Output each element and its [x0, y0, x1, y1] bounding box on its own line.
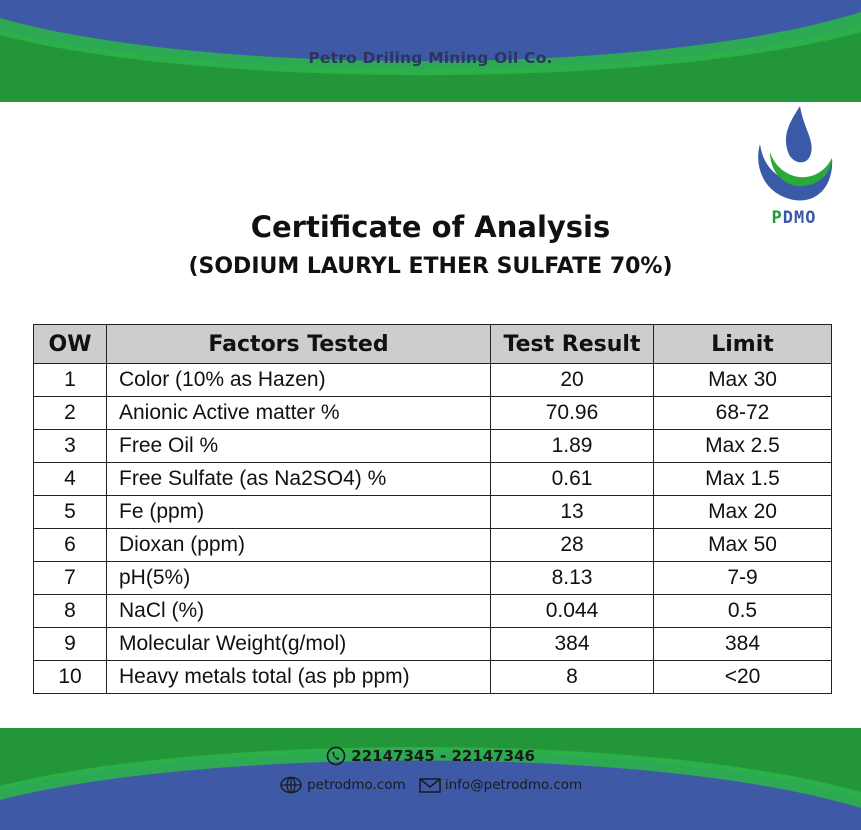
email-icon: [419, 778, 441, 793]
cell-ow: 3: [34, 430, 107, 463]
table-row: [34, 562, 832, 595]
cell-factor: Dioxan (ppm): [107, 529, 491, 562]
table-row: [34, 496, 832, 529]
cell-ow: 4: [34, 463, 107, 496]
cell-limit: Max 50: [654, 529, 832, 562]
table-row: [34, 595, 832, 628]
header-ow: OW: [34, 325, 107, 364]
table-row: [34, 661, 832, 694]
cell-factor: Color (10% as Hazen): [107, 364, 491, 397]
logo-text: PDMO: [771, 208, 817, 228]
cell-limit: 7-9: [654, 562, 832, 595]
cell-limit: Max 20: [654, 496, 832, 529]
cell-factor: Heavy metals total (as pb ppm): [107, 661, 491, 694]
table-row: [34, 430, 832, 463]
cell-factor: Anionic Active matter %: [107, 397, 491, 430]
header-test-result: Test Result: [491, 325, 654, 364]
document-subtitle: (SODIUM LAURYL ETHER SULFATE 70%): [188, 254, 673, 279]
cell-factor: Free Oil %: [107, 430, 491, 463]
cell-ow: 5: [34, 496, 107, 529]
cell-result: 28: [491, 529, 654, 562]
cell-factor: Molecular Weight(g/mol): [107, 628, 491, 661]
cell-result: 13: [491, 496, 654, 529]
cell-result: 0.044: [491, 595, 654, 628]
phone-line: [0, 746, 861, 766]
cell-ow: 8: [34, 595, 107, 628]
cell-factor: NaCl (%): [107, 595, 491, 628]
document-title: Certificate of Analysis: [250, 210, 611, 244]
drop-logo-icon: [752, 104, 836, 204]
email-link[interactable]: info@petrodmo.com: [444, 777, 583, 793]
table-row: [34, 397, 832, 430]
cell-ow: 6: [34, 529, 107, 562]
cell-result: 384: [491, 628, 654, 661]
website-link[interactable]: petrodmo.com: [307, 777, 406, 793]
company-name: Petro Driling Mining Oil Co.: [308, 49, 553, 67]
cell-limit: 68-72: [654, 397, 832, 430]
cell-result: 70.96: [491, 397, 654, 430]
cell-result: 20: [491, 364, 654, 397]
cell-factor: Free Sulfate (as Na2SO4) %: [107, 463, 491, 496]
phone-numbers[interactable]: 22147345 - 22147346: [351, 747, 535, 765]
globe-icon: [279, 776, 303, 794]
cell-result: 8: [491, 661, 654, 694]
cell-result: 1.89: [491, 430, 654, 463]
cell-factor: pH(5%): [107, 562, 491, 595]
table-header-row: [34, 325, 832, 364]
header-factors-tested: Factors Tested: [107, 325, 491, 364]
web-email-line: [0, 776, 861, 794]
cell-result: 0.61: [491, 463, 654, 496]
cell-limit: 384: [654, 628, 832, 661]
cell-ow: 10: [34, 661, 107, 694]
cell-ow: 2: [34, 397, 107, 430]
cell-ow: 7: [34, 562, 107, 595]
cell-limit: Max 1.5: [654, 463, 832, 496]
cell-result: 8.13: [491, 562, 654, 595]
table-row: [34, 529, 832, 562]
cell-factor: Fe (ppm): [107, 496, 491, 529]
cell-ow: 1: [34, 364, 107, 397]
header-limit: Limit: [654, 325, 832, 364]
table-row: [34, 364, 832, 397]
analysis-table: [33, 324, 832, 694]
phone-icon: [326, 746, 346, 766]
table-row: [34, 628, 832, 661]
cell-limit: Max 30: [654, 364, 832, 397]
cell-limit: <20: [654, 661, 832, 694]
cell-limit: 0.5: [654, 595, 832, 628]
cell-limit: Max 2.5: [654, 430, 832, 463]
table-row: [34, 463, 832, 496]
cell-ow: 9: [34, 628, 107, 661]
